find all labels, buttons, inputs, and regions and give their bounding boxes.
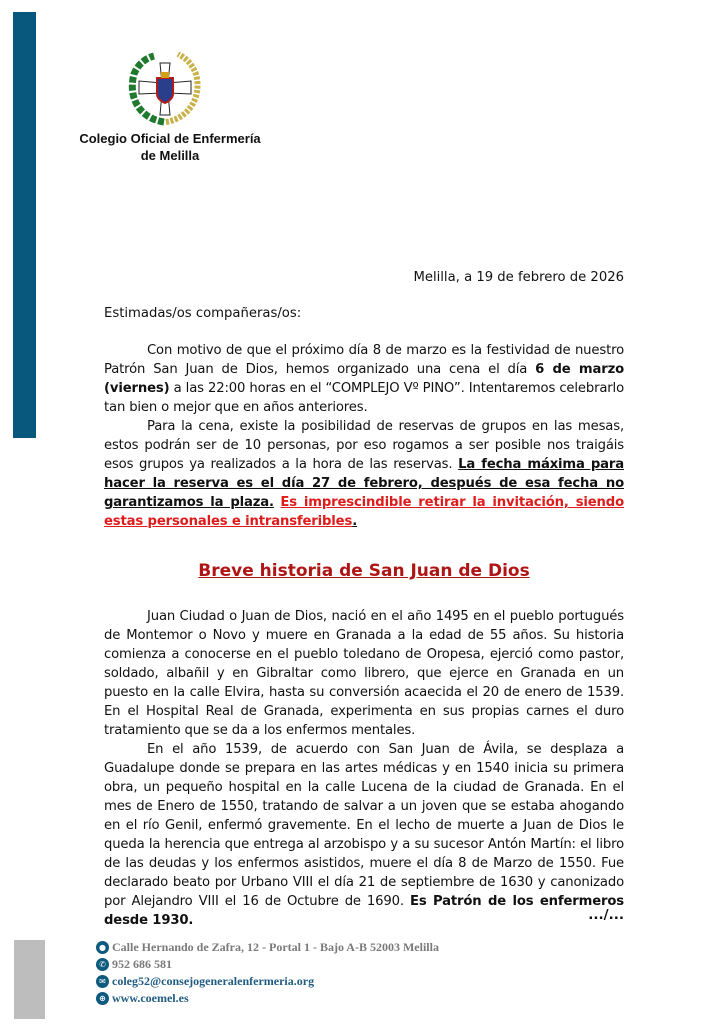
- footer-website-row: [96, 990, 439, 1007]
- history-section-title: Breve historia de San Juan de Dios: [198, 561, 530, 581]
- history-p1-text: Juan Ciudad o Juan de Dios, nació en el año 1495 en el pueblo portugués de Montemor o Novo y muere en Granada a la edad de 55 años. Su historia comienza a conocerse en el pueblo toledano de Oropesa, ejerció como pastor, soldado, albañil y en Gibraltar como librero, que ejerce en Granada en un puesto en la calle Elvira, hasta su conversión acaecida el 20 de enero de 1539. En el Hospital Real de Granada, experimenta en sus propias carnes el duro tratamiento que se da a los enfermos mentales.: [104, 609, 624, 738]
- footer-website-link[interactable]: www.coemel.es: [112, 991, 189, 1005]
- footer-phone-row: [96, 956, 439, 973]
- patron-since-statement: Es Patrón de los enfermeros desde 1930.: [104, 894, 624, 928]
- footer-gray-bar: [14, 940, 45, 1019]
- dinner-date: 6 de marzo (viernes): [104, 362, 625, 396]
- email-icon: ✉: [96, 975, 109, 988]
- continuation-marker: .../...: [588, 907, 624, 923]
- letter-paragraph-2: [104, 417, 624, 531]
- history-paragraph-2: [104, 740, 624, 930]
- history-paragraph-1: [104, 607, 624, 740]
- organization-name: [40, 130, 300, 164]
- brand-side-bar: [13, 12, 36, 438]
- letter-greeting: Estimadas/os compañeras/os:: [104, 306, 302, 321]
- p2-end-period: .: [352, 514, 358, 529]
- letter-paragraph-1: [104, 341, 624, 417]
- footer-email-row: [96, 973, 439, 990]
- globe-icon: ⊕: [96, 992, 109, 1005]
- organization-name-line2: de Melilla: [140, 148, 200, 163]
- p2-text: Para la cena, existe la posibilidad de reservas de grupos en las mesas, estos podrán ser de 10 personas, por eso rogamos a ser posible nos traigáis esos grupos ya realizados a la hora de las reservas.: [104, 419, 624, 472]
- p1-text-a: Con motivo de que el próximo día 8 de marzo es la festividad de nuestro Patrón San Juan de Dios, hemos organizado una cena el día: [104, 343, 624, 377]
- footer-email-link[interactable]: coleg52@consejogeneralenfermeria.org: [112, 974, 315, 988]
- invitation-required-notice: Es imprescindible retirar la invitación, siendo estas personales e intransferibles: [104, 495, 624, 529]
- contact-footer: [96, 939, 439, 1007]
- reservation-deadline-notice: La fecha máxima para hacer la reserva es el día 27 de febrero, después de esa fecha no garantizamos la plaza.: [104, 457, 624, 510]
- letter-date: Melilla, a 19 de febrero de 2026: [413, 270, 624, 285]
- footer-phone[interactable]: 952 686 581: [112, 957, 172, 971]
- history-p2-text: En el año 1539, de acuerdo con San Juan de Ávila, se desplaza a Guadalupe donde se prepara en las artes médicas y en 1540 inicia su primera obra, un pequeño hospital en la calle Lucena de la ciudad de Granada. En el mes de Enero de 1550, tratando de salvar a un joven que se estaba ahogando en el río Genil, enfermó gravemente. En el lecho de muerte a Juan de Dios le queda la herencia que entrega al arzobispo y a su sucesor Antón Martín: el libro de las deudas y los enfermos asistidos, muere el día 8 de Marzo de 1550. Fue declarado beato por Urbano VIII el día 21 de septiembre de 1630 y canonizado por Alejandro VIII el 16 de Octubre de 1690.: [104, 742, 624, 909]
- nursing-college-crest-icon: [126, 52, 204, 126]
- location-pin-icon: ●: [96, 941, 109, 954]
- phone-icon: ✆: [96, 958, 109, 971]
- organization-name-line1: Colegio Oficial de Enfermería: [79, 131, 261, 146]
- footer-address-row: [96, 939, 439, 956]
- footer-address: Calle Hernando de Zafra, 12 - Portal 1 - Bajo A-B 52003 Melilla: [112, 940, 439, 954]
- p1-text-b: a las 22:00 horas en el “COMPLEJO Vº PINO”. Intentaremos celebrarlo tan bien o mejor que en años anteriores.: [104, 381, 624, 415]
